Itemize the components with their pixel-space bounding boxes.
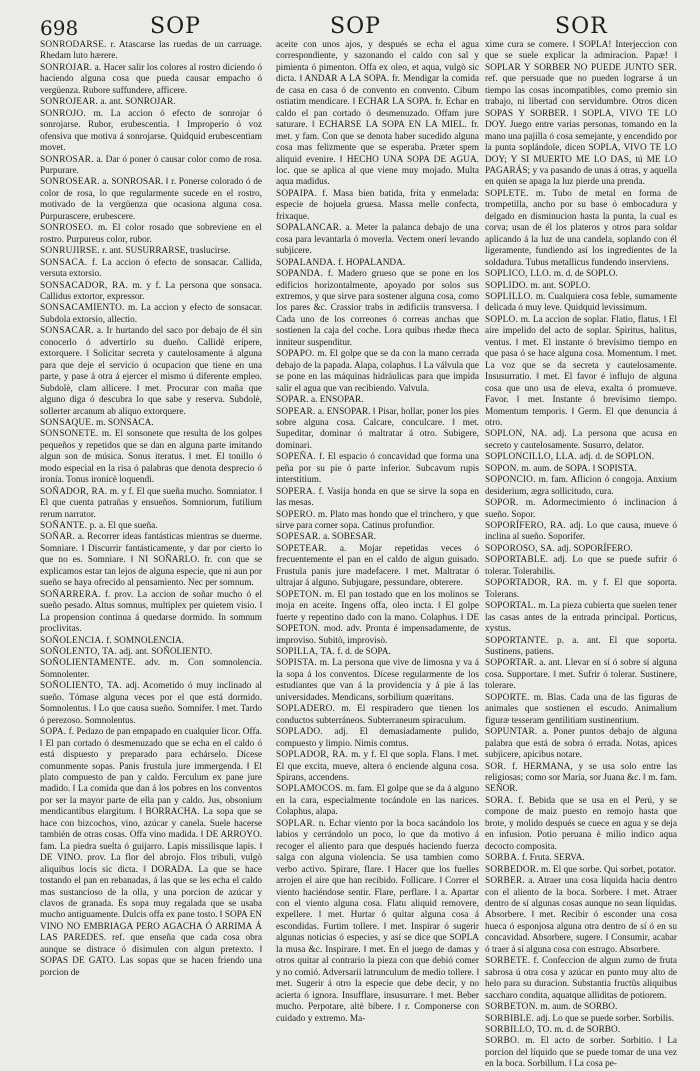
dictionary-entry [276,487,479,510]
dictionary-entry [485,269,677,280]
headword: SOÑARRERA. [40,589,101,600]
headword: SOPORÍFERO, RA. [485,521,566,532]
headword: SONSAQUE. [40,417,94,428]
headword: SOPORTANTE. [485,635,549,646]
headword: SOPLAMOCOS. [276,784,344,795]
dictionary-entry [40,590,262,636]
definition-text: m. Adormecimiento ó inclinacion á sueño. Sopor. [485,498,677,520]
definition-text: m. La accion de soplar. Flatio, flatus. ‖ El aire impelido del acto de soplar. Spiritus, halitus, ventus. ‖ met. El instante ó brevísimo tiempo en que pasa ó se hace alguna cosa. Momentum. ‖ met. La voz que se da secreta y cautelosamente. Insusurratio. ‖ met. El favor é influjo de alguna cosa que uno usa de eleva, exalta ó promueve. Favor. ‖ met. Instante ó brevísimo tiempo. Momentum temporis. ‖ Germ. El que denuncia á otro. [485,314,678,428]
definition-text: m. y f. El que sueña mucho. Somniator. ‖ El que cuenta patrañas y ensueños. Somniorum, futilium rerum narrator. [40,486,263,520]
dictionary-entry [276,395,479,406]
definition-text: adj. Lo que causa, mueve ó inclina al sueño. Soporifer. [485,521,677,543]
dictionary-entry [40,281,262,304]
dictionary-entry [276,532,479,543]
definition-text: f. HERMANA, y se usa solo entre las religiosas; como sor María, sor Juana &c. ‖ m. fam. SEÑOR. [485,761,677,795]
headword: SOPLIDO. [485,280,529,291]
definition-text: m. El acto de sorber. Sorbitio. ‖ La porcion del líquido que se puede tomar de una vez en la boca. Sorbillum. ‖ La cosa pe- [485,1036,678,1070]
dictionary-entry [40,109,262,155]
definition-text: a. Ir hurtando del saco por debajo de él sin conocerlo ó advertirlo su dueño. Callidè eripere, extorquere. ‖ Solicitar secreta y cautelosamente á alguna para que deje el servicio ú ocupacion que tiene en una parte, y pase á otra á ejercer el mismo ú diferente empleo. Subdolè, clam allicere. ‖ met. Procurar con maña que alguno diga ó descubra lo que sabe y reserva. Subdolè, sollerter arcanum ab aliquo extorquere. [40,326,262,417]
dictionary-entry [485,1002,677,1013]
dictionary-entry [40,681,262,727]
dictionary-entry [276,590,479,647]
dictionary-entry [276,658,479,704]
dictionary-entry [276,407,479,453]
guide-word-right: SOR [555,14,608,39]
dictionary-entry [485,452,677,463]
guide-word-center: SOP [330,14,381,39]
definition-text: n. Echar viento por la boca sacándolo los labios y cerrándolo un poco, lo que da motivo á recoger el aliento para que después haciendo fuerza salga con alguna violencia. Se usa tambien como verbo activo. Spirare, flare. ‖ Hacer que los fuelles arrojen el aire que han recibido. Follicare. ‖ Correr el viento haciéndose sentir. Flare, perflare. ‖ a. Apartar con el viento alguna cosa. Flatu aliquid removere, expellere. ‖ met. Hurtar ó quitar alguna cosa á escondidas. Furtim tollere. ‖ met. Inspirar ó sugerir algunas noticias ó especies, y así se dice que SOPLA la musa &c. Inspirare. ‖ met. En el juego de damas y otros quitar al contrario la pieza con que debió comer y no comió. Adversarii latrunculum de medio tollere. ‖ met. Sugerir á otro la especie que debe decir, y no acierta ó ignora. Insufflare, insusurrare. ‖ met. Beber mucho. Perpotare, altè bibere. ‖ r. Componerse con cuidado y extremo. Ma- [276,818,479,1024]
dictionary-entry [40,647,262,658]
headword: SOPANDA. [276,269,323,280]
headword: SONROJAR. [40,62,93,73]
headword: SOPOROSO, SA. [485,543,556,554]
headword: SOPLADO. [276,727,323,738]
definition-text: f. HOPALANDA. [338,257,406,268]
dictionary-entry [40,97,262,108]
headword: SOPETEAR. [276,543,328,554]
headword: SOPLONCILLO, LLA. [485,452,577,463]
dictionary-entry [276,727,479,750]
definition-text: a. Mojar repetidas veces ó frecuentemente el pan en el caldo de algun guisado. Frustula panis jure madefacere. ‖ met. Maltratar ó ultrajar á alguno. Subjugare, pessundare, obterere. [276,543,479,589]
headword: SONSACAMIENTO. [40,303,125,314]
headword: SOPORTAR. [485,658,537,669]
headword: SOPUNTAR. [485,727,538,738]
definition-text: a. Hacer salir los colores al rostro diciendo ó haciendo alguna cosa que pueda causar empacho ó vergüenza. Rubore suffundere, afficere. [40,62,263,96]
dictionary-entry [485,658,677,692]
headword: SOPESAR. [276,532,321,543]
headword: SOÑOLIENTAMENTE. [40,658,136,669]
headword: SOÑANTE. [40,521,88,532]
definition-text: adj. La persona que acusa en secreto y cautelosamente. Susurro, delator. [485,429,677,451]
column-3 [485,40,678,1070]
definition-text: m. El respiradero que tienen los conductos subterráneos. Subterraneum spiraculum. [276,704,479,726]
headword: SONROJO. [40,108,86,119]
headword: SOPALANDA. [276,257,336,268]
definition-text: p. a. ant. El que soporta. Sustinens, patiens. [485,635,677,658]
dictionary-entry [276,544,479,590]
definition-text: m. Plato mas hondo que el trinchero, y que sirve para comer sopa. Catinus profundior. [276,509,479,532]
dictionary-entry [40,658,262,681]
dictionary-entry [40,40,262,63]
definition-text: f. prov. La accion de soñar mucho ó el sueño pesado. Altus somnus, multiplex per quietem visio. ‖ La propension continua á quedarse dormido. In somnum proclivitas. [40,589,262,635]
headword: SOPILLA, TA. [276,647,336,658]
definition-text: m. aum. de SORBO. [540,1002,618,1013]
dictionary-entry [40,326,262,418]
dictionary-entry [485,865,677,876]
headword: SORBIBLE. [485,1013,535,1024]
definition-text: f. SOMNOLENCIA. [106,635,184,646]
headword: SOPLADERO. [276,704,336,715]
definition-text: f. Fruta. SERVA. [521,853,585,864]
dictionary-entry [276,40,479,189]
definition-text: m. y f. El que sopla. Flans. ‖ met. El que excita, mueve, altera ó enciende alguna cosa. Spirans, accendens. [276,750,479,783]
dictionary-entry [485,1036,677,1070]
headword: SOPAIPA. [276,188,317,199]
definition-text: m. Blas. Cada una de las figuras de animales que sostienen el escudo. Animalium figuræ tesseram gentilitiam sustinentium. [485,692,677,726]
headword: SOPORTAL. [485,601,536,612]
dictionary-entry [40,418,262,429]
dictionary-entry [40,636,262,647]
definition-text: a. Meter la palanca debajo de una cosa para levantarla ó moverla. Vectem oneri levando subjicere. [276,223,480,257]
definition-text: m. y f. La persona que sonsaca. Callidus extortor, expressor. [40,280,262,302]
headword: SORBILLO, TO. [485,1024,553,1035]
headword: SOÑOLENTO, TA. [40,647,117,658]
definition-text: adj. Acometido ó muy inclinado al sueño. Tómase alguna veces por el que está dormido. Somnolentus. ‖ Lo que causa sueño. Somnifer. ‖ met. Tardo ó perezoso. Somnolentus. [40,681,262,726]
dictionary-entry [485,464,677,475]
definition-text: m. La accion ó efecto de sonrojar ó sonrojarse. Rubor, erubescentia. ‖ Improperio ó voz ofensiva que motiva á sonrojarse. Quidquid erubescentiam movet. [40,108,262,154]
headword: SOPLADOR, RA. [276,750,349,761]
dictionary-entry [485,762,677,796]
headword: SOPERO. [276,509,316,520]
headword: SOPON. [485,463,520,474]
dictionary-entry [485,555,677,578]
definition-text: m. fam. El golpe que se da á alguno en la cara, especialmente tocándole en las narices. Colaphus, alapa. [276,784,479,818]
headword: SONSONETE. [40,429,99,440]
headword: SOR. [485,761,507,772]
dictionary-entry [485,475,677,498]
definition-text: a. SONROSAR. ‖ r. Ponerse colorado ó de color de rosa, lo que regularmente sucede en el rostro, motivado de la vergüenza que ocasiona alguna cosa. Purpurascere, erubescere. [40,177,262,222]
definition-text: a. ENSOPAR. ‖ Pisar, hollar, poner los pies sobre alguna cosa. Calcare, conculcare. ‖ met. Supeditar, dominar ó maltratar á otro. Subigere, dominari. [276,406,480,451]
headword: SOÑAR. [40,532,76,543]
definition-text: m. La persona que vive de limosna y va á la sopa á los conventos. Dícese regularmente de los estudiantes que van á la providencia y á pie á las universidades. Mendicans, sorbilium quæritans. [276,658,480,703]
dictionary-entry [485,727,677,761]
headword: SORBETE. [485,956,531,967]
headword: SOPAPO. [276,349,315,360]
column-2 [276,40,479,1040]
dictionary-entry [485,429,677,452]
headword: SOPA. [40,727,67,738]
headword: SONSACADOR, RA. [40,280,129,291]
dictionary-entry [485,281,677,292]
definition-text: m. La accion y efecto de sonsacar. Subdola extorsio, allectio. [40,303,263,325]
dictionary-entry [276,223,479,257]
definition-text: a. Recorrer ideas fantásticas mientras se duerme. Somniare. ‖ Discurrir fantásticamente, y dar por cierto lo que no es. Somniare. ‖ NI SOÑARLO. fr. con que se explicamos estar tan lejos de alguna especie, que ni aun por sueño se haya ofrecido al pensamiento. Nec per somnum. [40,532,262,589]
definition-text: m. fam. Aflicion ó congoja. Anxium desiderium, ægra sollicitudo, cura. [485,475,677,497]
dictionary-entry [485,876,677,956]
dictionary-entry [485,1025,677,1036]
headword: SONROSEAR. [40,177,100,188]
dictionary-entry [485,956,677,1002]
dictionary-entry [485,1014,677,1025]
dictionary-entry [40,223,262,246]
definition-text: a. ant. Llevar en sí ó sobre sí alguna cosa. Supportare. ‖ met. Sufrir ó tolerar. Sustinere, tolerare. [485,658,678,692]
definition-text: m. Cualquiera cosa feble, sumamente delicada ó muy leve. Quidquid levissimum. [485,291,678,314]
definition-text: a. ant. SONROJAR. [100,97,176,108]
definition-text: f. Madero grueso que se pone en los edificios horizontalmente, apoyado por solos sus extremos, y que sirve para sostener alguna cosa, como los pares &c. Crassior trabs in ædificiis transversa. ‖ Cada uno de los correones ó correas anchas que sostienen la caja del coche. Lora quibus rhedæ theca inniteur suspenditur. [276,269,479,348]
dictionary-entry [276,750,479,784]
definition-text: m. El pan tostado que en los molinos se moja en aceite. Ingens offa, oleo incta. ‖ El golpe fuerte y repentino dado con la mano. Colaphus. ‖ DE SOPETON. mod. adv. Pronta é impensadamente, de improviso. Subitò, improvisò. [276,589,479,646]
headword: SOPOR. [485,498,519,509]
headword: SOPEAR. [276,406,316,417]
dictionary-entry [40,246,262,257]
dictionary-entry [485,292,677,315]
headword: SONRODARSE. [40,40,107,50]
definition-text: m. El color rosado que sobreviene en el rostro. Purpureus color, rubor. [40,223,263,245]
definition-text: m. La pieza cubierta que suelen tener las casas antes de la entrada principal. Porticus, xystus. [485,601,678,635]
headword: SOPLICO, LLO. [485,269,552,280]
headword: SOPLON, NA. [485,429,548,440]
definition-text: f. Bebida que se usa en el Perú, y se compone de maiz puesto en remojo hasta que brote, y molido después se cuece en agua y se deja en infusion. Potio peruana è milio indico aqua decocto composita. [485,795,677,852]
dictionary-entry [485,693,677,727]
dictionary-entry [276,819,479,1025]
definition-text: adj. El demasiadamente pulido, compuesto y limpio. Nimis comtus. [276,727,480,749]
definition-text: adj. d. de SOPLON. [579,452,655,463]
dictionary-entry [485,636,677,659]
definition-text: m. SONSACA. [96,417,154,428]
headword: SOÑADOR, RA. [40,486,108,497]
definition-text: m. El que sorbe. Qui sorbet, potator. [541,864,676,875]
definition-text: a. Dar ó poner ó causar color como de rosa. Purpurare. [40,154,262,176]
definition-text: f. Masa bien batida, frita y enmelada: especie de hojuela gruesa. Massa melle confecta, frixaque. [276,188,480,222]
page-number: 698 [40,16,79,40]
dictionary-entry [40,63,262,97]
definition-text: a. Atraer una cosa líquida hacia dentro con el aliento de la boca. Sorbere. ‖ met. Atraer dentro de sí algunas cosas aunque no sean líquidas. Absorbere. ‖ met. Recibir ó esconder una cosa hueca ó esponjosa alguna otra dentro de sí ó en su concavidad. Absorbere, sugere. ‖ Consumir, acabar ó traer á sí alguna cosa con estrago. Absorbere. [485,876,678,955]
dictionary-entry [276,452,479,486]
headword: SONSACAR. [40,326,94,337]
dictionary-entry [40,177,262,223]
definition-text: r. ant. SUSURRARSE, traslucirse. [102,246,231,257]
definition-text: m. ant. SOPLO. [530,280,591,291]
dictionary-entry [485,853,677,864]
headword: SOPLO. [485,314,518,325]
headword: SOPORTE. [485,692,530,703]
headword: SOPONCIO. [485,475,536,486]
dictionary-entry [485,498,677,521]
headword: SONSACA. [40,257,88,268]
definition-text: adj. SOPORÍFERO. [557,543,633,554]
dictionary-entry [485,315,677,430]
headword: SOPISTA. [276,658,317,669]
headword: SOÑOLENCIA. [40,635,104,646]
definition-text: adj. Lo que se puede sufrir ó tolerar. Tolerabilis. [485,555,678,577]
definition-text: aceite con unos ajos, y después se echa el agua correspondiente, y sazonando el caldo con sal y pimienta ó pimenton. Offa ex oleo, et aqua, vulgò sic dicta. ‖ ANDAR A LA SOPA. fr. Mendigar la comida de casa en casa ó de convento en convento. Cibum ostiatim mendicare. ‖ ECHAR LA SOPA. fr. Echar en caldo el pan cortado ó desmenuzado. Offam jure saturare. ‖ ECHARSE LA SOPA EN LA MIEL. fr. met. y fam. Con que se denota haber sucedido alguna cosa mas felizmente que se esperaba. Præter spem aliquid evenire. ‖ HECHO UNA SOPA DE AGUA. loc. que se aplica al que viene muy mojado. Multa aqua madidus. [276,40,479,188]
definition-text: adj. Lo que se puede sorber. Sorbilis. [536,1013,675,1024]
dictionary-entry [485,578,677,601]
dictionary-entry [276,189,479,223]
dictionary-entry [40,532,262,589]
dictionary-entry [40,727,262,979]
headword: SOPETON. [276,589,322,600]
dictionary-entry [485,521,677,544]
definition-text: f. El espacio ó concavidad que forma una peña por su pie ó parte inferior. Subcavum rupis interstitium. [276,452,480,486]
dictionary-entry [276,258,479,269]
definition-text: f. Vasija honda en que se sirve la sopa en las mesas. [276,486,480,509]
headword: SOPORTABLE. [485,555,549,566]
definition-text: m. d. de SORBO. [554,1024,621,1035]
definition-text: f. d. de SOPA. [337,647,391,658]
headword: SOPLILLO. [485,291,534,302]
dictionary-entry [485,189,677,269]
definition-text: a. ENSOPAR. [310,395,364,406]
definition-text: m. d. de SOPLO. [553,269,618,280]
headword: SOPEÑA. [276,452,316,463]
definition-text: a. SOBESAR. [323,532,377,543]
dictionary-entry [40,487,262,521]
dictionary-entry [276,704,479,727]
definition-text: m. aum. de SOPA. ‖ SOPISTA. [521,463,637,474]
dictionary-entry [276,784,479,818]
dictionary-entry [40,258,262,281]
dictionary-entry [40,155,262,178]
dictionary-entry [40,429,262,486]
definition-text: xime cura se comere. ‖ SOPLA! Interjeccion con que se suele explicar la admiracion. Papæ! ‖ SOPLAR Y SORBER NO PUEDE JUNTO SER. ref. que persuade que no pueden lograrse á un tiempo las cosas incompatibles, como premio sin trabajo, ni libertad con servidumbre. Otros dicen SOPAS Y SORBER. ‖ SOPLA, VIVO TE LO DOY. Juego entre varias personas, tomando en la mano una pajilla ó cosa semejante, y encendido por la punta soplándole, dicen SOPLA, VIVO TE LO DOY; Y SI MUERTO ME LO DAS, tú ME LO PAGARÁS; y va pasando de unas á otras, y aquella en quien se apaga la luz pierde una prenda. [485,40,677,188]
dictionary-entry [485,796,677,853]
definition-text: m. y f. El que soporta. Tolerans. [485,578,678,600]
definition-text: a. Poner puntos debajo de alguna palabra que está de sobra ó errada. Notas, apices subjicere, apicibus notare. [485,727,677,761]
headword: SORBETON. [485,1002,539,1013]
headword: SONROSEO. [40,223,94,234]
definition-text: m. El golpe que se da con la mano cerrada debajo de la papada. Alapa, colaphus. ‖ La válvula que se pone en las máquinas hidráulicas para que impida salir el agua que van recibiendo. Valvula. [276,349,479,394]
headword: SOPERA. [276,486,316,497]
headword: SOPLAR. [276,818,316,829]
headword: SORBA. [485,853,520,864]
definition-text: f. Confeccion de algun zumo de fruta sabrosa ú otra cosa y azúcar en punto muy alto de helo para su duracion. Substantia fructûs aliquibus saccharo condita, aquatque alliditas de potiorem. [485,956,677,1001]
guide-word-left: SOP [150,14,201,39]
headword: SORBEDOR. [485,864,539,875]
definition-text: r. Atascarse las ruedas de un carruage. Rhedam luto hærere. [40,40,262,62]
page-header [0,12,700,40]
dictionary-entry [40,521,262,532]
definition-text: m. Tubo de metal en forma de trompetilla, ancho por su base ó embocadura y delgado en disminucion hasta la punta, la cual es corva; usan de él los plateros y otros para soldar aplicando á la luz de una candela, soplando con él ligeramente, fundiendo así los ingredientes de la soldadura. Tubus metallicus fundendo inserviens. [485,188,678,268]
headword: SORBER. [485,876,525,887]
dictionary-entry [485,544,677,555]
headword: SONRUJIRSE. [40,246,100,257]
headword: SONROSAR. [40,154,94,165]
dictionary-entry [276,349,479,395]
headword: SOPALANCAR. [276,223,342,234]
headword: SOPORTADOR, RA. [485,578,572,589]
definition-text: adv. m. Con somnolencia. Somnolenter. [40,658,262,680]
column-1 [40,40,262,1040]
definition-text: f. La accion ó efecto de sonsacar. Callida, versuta extorsio. [40,257,262,280]
headword: SOÑOLIENTO, TA. [40,681,122,692]
headword: SOPLETE. [485,188,529,199]
headword: SOPAR. [276,395,309,406]
headword: SORA. [485,795,514,806]
dictionary-entry [276,510,479,533]
dictionary-entry [276,269,479,349]
headword: SONROJEAR. [40,97,99,108]
definition-text: adj. ant. SOÑOLIENTO. [119,647,213,658]
definition-text: f. Pedazo de pan empapado en cualquier licor. Offa. ‖ El pan cortado ó desmenuzado que se echa en el caldo ó está dispuesto y preparado para echárselo. Dícese comunmente sopas. Panis frustula jure immergenda. ‖ El plato compuesto de pan y caldo. Ferculum ex pane jure madido. ‖ La comida que dan á los pobres en los conventos por ser la mayor parte de ella pan y caldo. Jus, obsonium mendicantibus elargitum. ‖ BORRACHA. La sopa que se hace con bizcochos, vino, azúcar y canela. Suele hacerse también de otras cosas. Offa vino madida. ‖ DE ARROYO. fam. La piedra suelta ó guijarro. Lapis missilisque lapis. ‖ DE VINO. prov. La flor del abrojo. Flos tribuli, vulgò aliquibus locis sic dicta. ‖ DORADA. La que se hace tostando el pan en rebanadas, á las que se les echa el caldo mas sustancioso de la olla, y una porcion de azúcar y clavos de granada. Es sopa muy regalada que se usaba mucho antiguamente. Dulcis offa ex pane tosto. ‖ SOPA EN VINO NO EMBRIAGA PERO AGACHA Ó ARRIMA Á LAS PAREDES. ref. que enseña que cada cosa obra aunque se distrace ó disimulen con algun pretexto. ‖ SOPAS DE GATO. Las sopas que se hacen friendo una porcion de [40,727,262,978]
dictionary-entry [485,601,677,635]
dictionary-entry [40,303,262,326]
definition-text: m. El sonsonete que resulta de los golpes pequeños y repetidos que se dan en alguna parte imitando algun son de música. Sonus iteratus. ‖ met. El tonillo ó modo especial en la risa ó palabras que denota desprecio ó ironía. Tonus ironicè loquendi. [40,429,262,486]
headword: SORBO. [485,1036,520,1047]
dictionary-entry [485,40,677,189]
dictionary-entry [276,647,479,658]
definition-text: p. a. El que sueña. [89,521,158,532]
